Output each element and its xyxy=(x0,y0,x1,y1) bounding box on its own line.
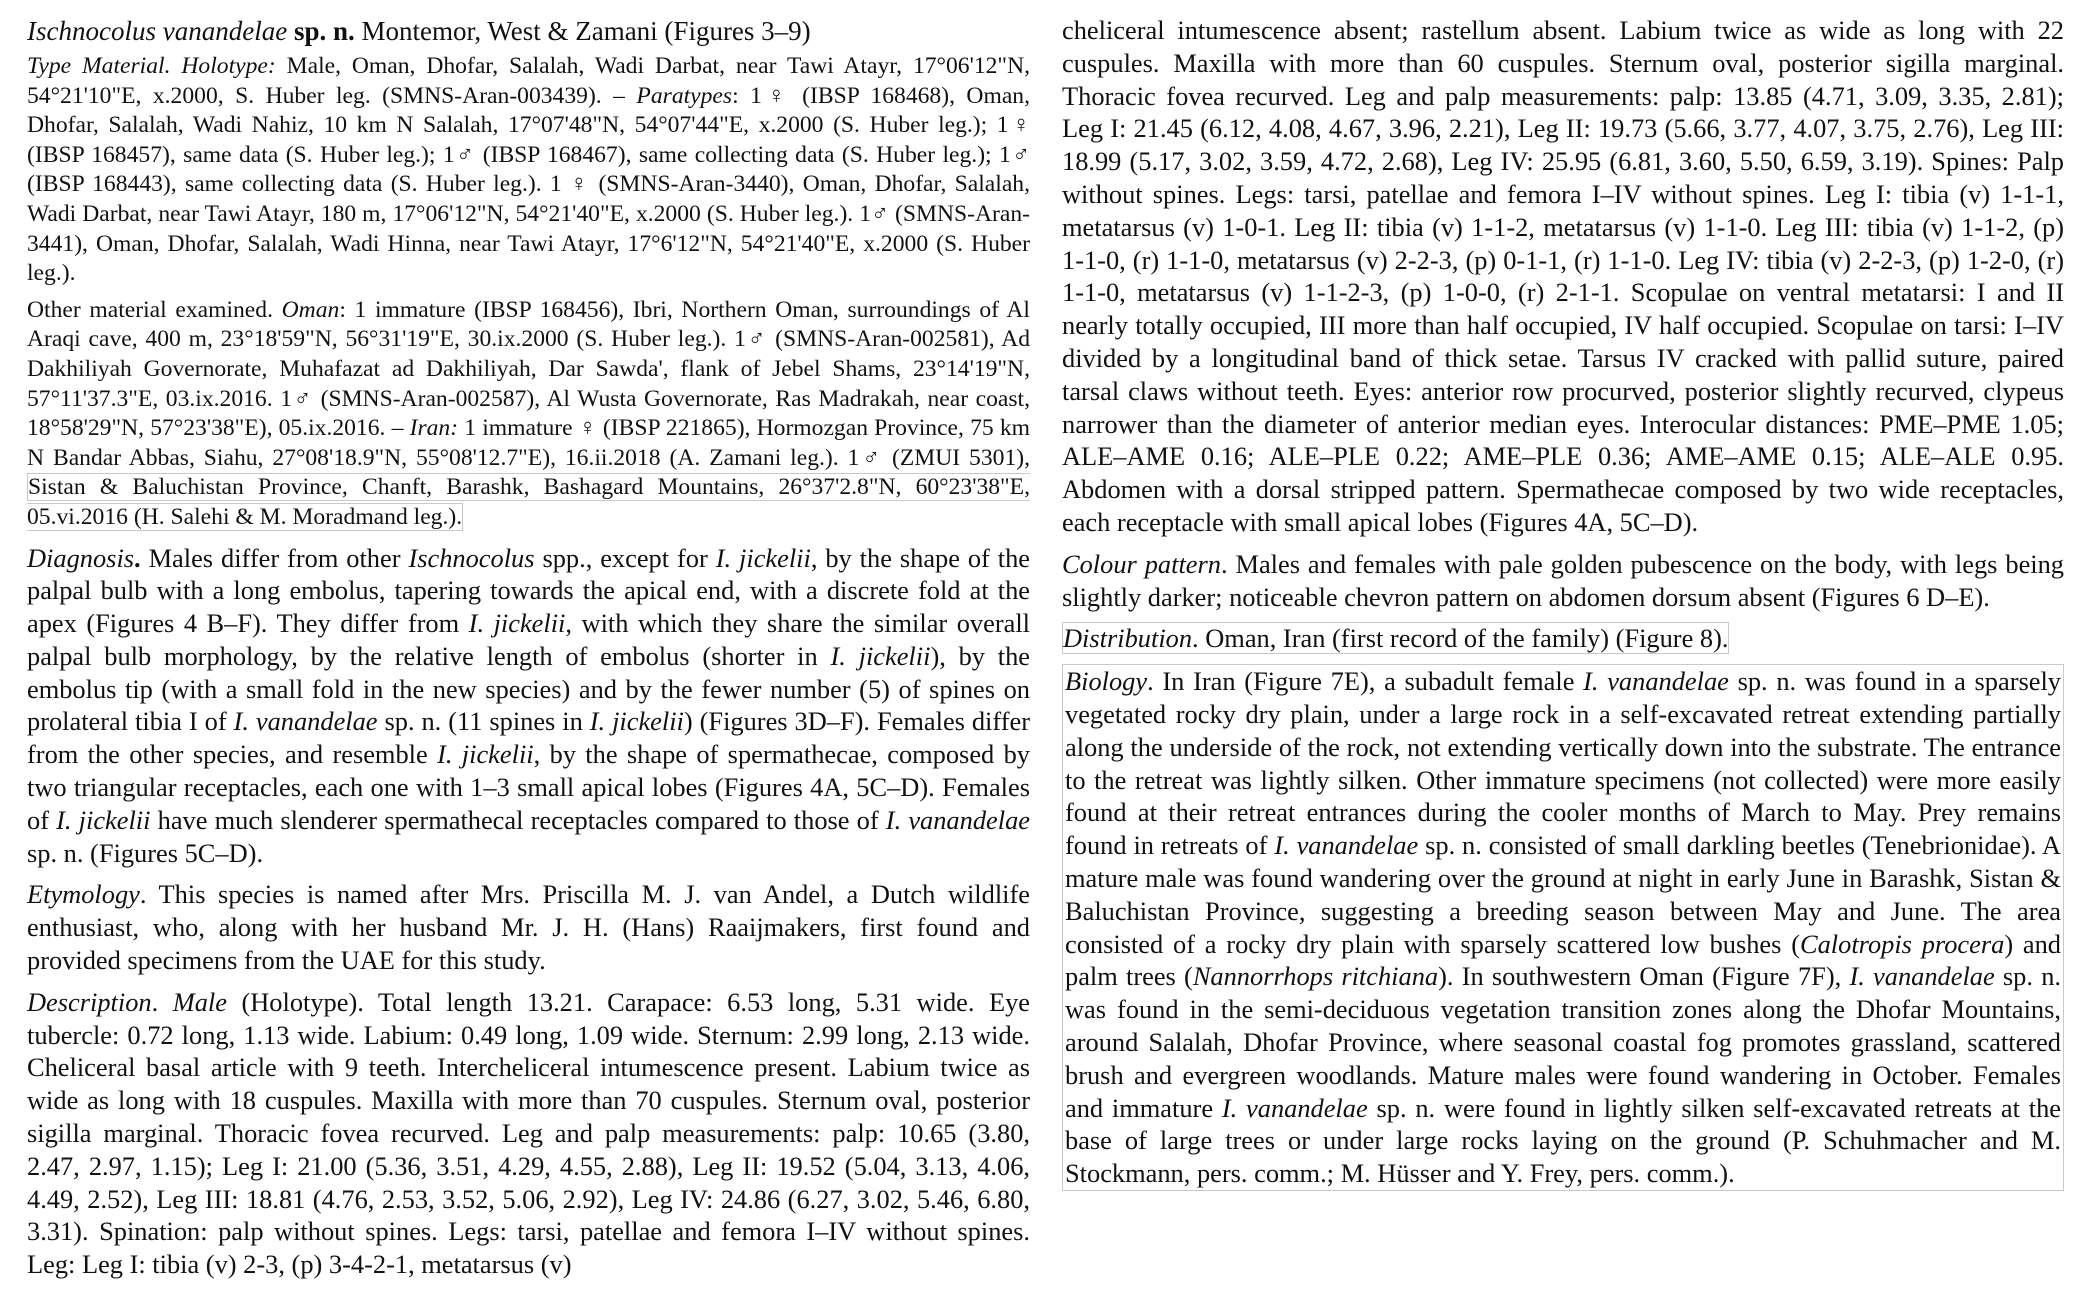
type-material-text: Male, Oman, Dhofar, Salalah, Wadi Darbat, near Tawi Atayr, 17°06'12"N, 54°21'10"E, x.2000, S. Huber leg. (SMNS-Aran-003439). – xyxy=(27,53,1031,109)
description-text: (Holotype). Total length 13.21. Carapace: 6.53 long, 5.31 wide. Eye tubercle: 0.72 long, 1.13 wide. Labium: 0.49 long, 1.09 wide. Sternum: 2.99 long, 2.13 wide. Cheliceral basal article with 9 teeth. Intercheliceral intumescence present. Labium twice as wide as long with 18 cuspules. Maxilla with more than 70 cuspules. Sternum oval, posterior sigilla marginal. Thoracic fovea recurved. Leg and palp measurements: palp: 10.65 (3.80, 2.47, 2.97, 1.15); Leg I: 21.00 (5.36, 3.51, 4.29, 4.55, 2.88), Leg II: 19.52 (5.04, 3.13, 4.06, 4.49, 2.52), Leg III: 18.81 (4.76, 2.53, 3.52, 5.06, 2.92), Leg IV: 24.86 (6.27, 3.02, 5.46, 6.80, 3.31). Spination: palp without spines. Legs: tarsi, patellae and femora I–IV without spines. Leg: Leg I: tibia (v) 2-3, (p) 3-4-2-1, metatarsus (v) xyxy=(27,986,1030,1280)
female-description-text: cheliceral intumescence absent; rastellum absent. Labium twice as wide as long with 22 cuspules. Maxilla with more than 60 cuspules. Sternum oval, posterior sigilla marginal. Thoracic fovea recurved. Leg and palp measurements: palp: 13.85 (4.71, 3.09, 3.35, 2.81); Leg I: 21.45 (6.12, 4.08, 4.67, 3.96, 2.21), Leg II: 19.73 (5.66, 3.77, 4.07, 3.75, 2.76), Leg III: 18.99 (5.17, 3.02, 3.59, 4.72, 2.68), Leg IV: 25.95 (6.81, 3.60, 5.50, 6.59, 3.19). Spines: Palp without spines. Legs: tarsi, patellae and femora I–IV without spines. Leg I: tibia (v) 1-1-1, metatarsus (v) 1-0-1. Leg II: tibia (v) 1-1-2, metatarsus (v) 1-1-0. Leg III: tibia (v) 1-1-2, (p) 1-1-0, (r) 1-1-0, metatarsus (v) 2-2-3, (p) 0-1-1, (r) 1-1-0. Leg IV: tibia (v) 2-2-3, (p) 1-2-0, (r) 1-1-0, metatarsus (v) 1-1-2-3, (p) 1-0-0, (r) 2-1-1. Scopulae on ventral metatarsi: I and II nearly totally occupied, III more than half occupied, IV half occupied. Scopulae on tarsi: I–IV divided by a longitudinal band of thick setae. Tarsus IV cracked with pallid suture, paired tarsal claws without teeth. Eyes: anterior row procurved, posterior slightly recurved, clypeus narrower than the diameter of anterior median eyes. Interocular distances: PME–PME 1.05; ALE–AME 0.16; ALE–PLE 0.22; AME–PLE 0.36; AME–AME 0.15; ALE–ALE 0.95. Abdomen with a dorsal stripped pattern. Spermathecae composed by two wide receptacles, each receptacle with small apical lobes (Figures 4A, 5C–D). xyxy=(1062,15,2064,537)
distribution-paragraph xyxy=(1062,622,2064,655)
genus-name: Ischnocolus xyxy=(408,542,535,573)
biology-paragraph xyxy=(1062,664,2064,1191)
etymology-text: . This species is named after Mrs. Priscilla M. J. van Andel, a Dutch wildlife enthusiast, who, along with her husband Mr. J. H. (Hans) Raaijmakers, first found and provided specimens from the UAE for this study. xyxy=(27,879,1030,976)
diagnosis-text-7: ) (Figures 3D–F). Females differ from the other species, and resemble xyxy=(27,706,1030,770)
highlighted-locality: Sistan & Baluchistan Province, Chanft, Barashk, Bashagard Mountains, 26°37'2.8"N, 60°23'38"E, 05.vi.2016 (H. Salehi & M. Moradmand leg.). xyxy=(27,474,1030,530)
species-vanandelae: I. vanandelae xyxy=(1274,830,1419,861)
biology-text-4: ) and palm trees ( xyxy=(1065,928,2061,992)
distribution-box xyxy=(1062,622,1729,654)
biology-text-2: sp. n. was found in a sparsely vegetated rocky dry plain, under a large rock in a self-excavated retreat extending partially along the underside of the rock, not extending vertically down into the substrate. The entrance to the retreat was lightly silken. Other immature specimens (not collected) were more easily found at their retreat entrances during the cooler months of March to May. Prey remains found in retreats of xyxy=(1065,666,2061,861)
species-vanandelae: I. vanandelae xyxy=(1849,961,1995,992)
plant-calotropis: Calotropis procera xyxy=(1800,928,2005,959)
iran-label: Iran: xyxy=(409,415,459,442)
colour-pattern-label: Colour pattern xyxy=(1062,548,1221,579)
distribution-text: . Oman, Iran (first record of the family) (Figure 8). xyxy=(1192,623,1729,654)
male-label: Male xyxy=(172,986,227,1017)
biology-text-6: sp. n. was found in the semi-deciduous vegetation transition zones along the Dhofar Mountains, around Salalah, Dhofar Province, where seasonal coastal fog promotes grassland, scattered brush and evergreen woodlands. Mature males were found wandering in October. Females and immature xyxy=(1065,961,2061,1123)
left-column xyxy=(27,14,1030,1281)
type-material-label: Type Material xyxy=(27,53,165,79)
species-authors: Montemor, West & Zamani (Figures 3–9) xyxy=(354,16,811,46)
plant-nannorrhops: Nannorrhops ritchiana xyxy=(1192,961,1439,992)
species-name: Ischnocolus vanandelae xyxy=(27,16,288,46)
other-material-label: Other material examined. xyxy=(27,296,273,323)
diagnosis-text-6: sp. n. (11 spines in xyxy=(377,706,590,737)
species-vanandelae: I. vanandelae xyxy=(233,706,378,737)
diagnosis-paragraph: Diagnosis. Males differ from other Ischnocolus spp., except for I. jickelii, by the shape of the palpal bulb with a long embolus, tapering towards the apical end, with a discrete fold at the apex (Figures 4 B–F). They differ from I. jickelii, with which they share the similar overall palpal bulb morphology, by the relative length of embolus (shorter in I. jickelii), by the embolus tip (with a small fold in the new species) and by the fewer number (5) of spines on prolateral tibia I of I. vanandelae sp. n. (11 spines in I. jickelii) (Figures 3D–F). Females differ from the other species, and resemble I. jickelii, by the shape of spermathecae, composed by two triangular receptacles, each one with 1–3 small apical lobes (Figures 4A, 5C–D). Females of I. jickelii have much slenderer spermathecal receptacles compared to those of I. vanandelae sp. n. (Figures 5C–D). xyxy=(27,542,1031,868)
biology-text-1: . In Iran (Figure 7E), a subadult female xyxy=(1147,666,1584,697)
species-vanandelae: I. vanandelae xyxy=(885,804,1030,835)
description-label: Description xyxy=(27,986,152,1017)
species-jickelii: I. jickelii xyxy=(589,706,684,737)
diagnosis-text-3: , by the shape of the palpal bulb with a long embolus, tapering towards the apical end, with a discrete fold at the apex (Figures 4 B–F). They differ from xyxy=(27,542,1031,639)
biology-label: Biology xyxy=(1065,666,1148,697)
species-vanandelae: I. vanandelae xyxy=(1221,1092,1368,1123)
species-vanandelae: I. vanandelae xyxy=(1583,666,1729,697)
diagnosis-text-4: , with which they share the similar overall palpal bulb morphology, by the relative length of embolus (shorter in xyxy=(27,608,1030,671)
other-material-paragraph xyxy=(27,296,1030,533)
other-material-iran-text: 1 immature ♀ (IBSP 221865), Hormozgan Province, 75 km N Bandar Abbas, Siahu, 27°08'18.9"N, 55°08'12.7"E), 16.ii.2018 (A. Zamani leg.). 1♂ (ZMUI 5301), xyxy=(27,415,1030,471)
species-jickelii: I. jickelii xyxy=(830,640,931,671)
paratypes-label: Paratypes xyxy=(636,82,733,109)
oman-label: Oman xyxy=(281,296,340,323)
diagnosis-text-10: sp. n. (Figures 5C–D). xyxy=(27,837,264,868)
etymology-paragraph xyxy=(27,878,1030,976)
diagnosis-text-5: ), by the embolus tip (with a small fold in the new species) and by the fewer number (5) of spines on prolateral tibia I of xyxy=(27,640,1030,737)
holotype-label: Holotype: xyxy=(181,53,276,79)
female-description-paragraph xyxy=(1062,14,2064,539)
biology-text-7: sp. n. were found in lightly silken self-excavated retreats at the base of large trees or under large rocks laying on the ground (P. Schuhmacher and M. Stockmann, pers. comm.; M. Hüsser and Y. Frey, pers. comm.). xyxy=(1065,1092,2061,1189)
biology-text-3: sp. n. consisted of small darkling beetles (Tenebrionidae). A mature male was found wandering over the ground at night in early June in Barashk, Sistan & Baluchistan Province, suggesting a breeding season between May and June. The area consisted of a rocky dry plain with sparsely scattered low bushes ( xyxy=(1065,830,2061,959)
species-heading xyxy=(27,14,1030,48)
species-jickelii: I. jickelii xyxy=(468,608,566,639)
diagnosis-text-1: Males differ from other xyxy=(140,542,409,573)
description-paragraph: Description. Male (Holotype). Total length 13.21. Carapace: 6.53 long, 5.31 wide. Eye tubercle: 0.72 long, 1.13 wide. Labium: 0.49 long, 1.09 wide. Sternum: 2.99 long, 2.13 wide. Cheliceral basal article with 9 teeth. Intercheliceral intumescence present. Labium twice as wide as long with 18 cuspules. Maxilla with more than 70 cuspules. Sternum oval, posterior sigilla marginal. Thoracic fovea recurved. Leg and palp measurements: palp: 10.65 (3.80, 2.47, 2.97, 1.15); Leg I: 21.00 (5.36, 3.51, 4.29, 4.55, 2.88), Leg II: 19.52 (5.04, 3.13, 4.06, 4.49, 2.52), Leg III: 18.81 (4.76, 2.53, 3.52, 5.06, 2.92), Leg IV: 24.86 (6.27, 3.02, 5.46, 6.80, 3.31). Spination: palp without spines. Legs: tarsi, patellae and femora I–IV without spines. Leg: Leg I: tibia (v) 2-3, (p) 3-4-2-1, metatarsus (v) xyxy=(27,986,1030,1280)
diagnosis-label: Diagnosis xyxy=(27,542,135,573)
right-column xyxy=(1062,14,2064,1191)
distribution-label: Distribution xyxy=(1063,623,1193,654)
other-material-oman-text: : 1 immature (IBSP 168456), Ibri, Northern Oman, surroundings of Al Araqi cave, 400 m, 23°18'59"N, 56°31'19"E, 30.ix.2000 (S. Huber leg.). 1♂ (SMNS-Aran-002581), Ad Dakhiliyah Governorate, Muhafazat ad Dakhiliyah, Dar Sawda', flank of Jebel Shams, 23°14'19"N, 57°11'37.3"E, 03.ix.2016. 1♂ (SMNS-Aran-002587), Al Wusta Governorate, Ras Madrakah, near coast, 18°58'29"N, 57°23'38"E), 05.ix.2016. – xyxy=(27,296,1030,442)
species-jickelii: I. jickelii xyxy=(56,804,151,835)
species-status: sp. n. xyxy=(293,16,355,46)
biology-text-5: ). In southwestern Oman (Figure 7F), xyxy=(1438,961,1850,992)
diagnosis-text-8: , by the shape of spermathecae, composed by two triangular receptacles, each one with 1–3 small apical lobes (Figures 4A, 5C–D). Females of xyxy=(27,739,1030,835)
type-material-paragraph: Type Material. Holotype: Male, Oman, Dhofar, Salalah, Wadi Darbat, near Tawi Atayr, 17°06'12"N, 54°21'10"E, x.2000, S. Huber leg. (SMNS-Aran-003439). – Paratypes: 1♀ (IBSP 168468), Oman, Dhofar, Salalah, Wadi Nahiz, 10 km N Salalah, 17°07'48"N, 54°07'44"E, x.2000 (S. Huber leg.); 1♀ (IBSP 168457), same data (S. Huber leg.); 1♂ (IBSP 168467), same collecting data (S. Huber leg.); 1♂ (IBSP 168443), same collecting data (S. Huber leg.). 1 ♀ (SMNS-Aran-3440), Oman, Dhofar, Salalah, Wadi Darbat, near Tawi Atayr, 180 m, 17°06'12"N, 54°21'40"E, x.2000 (S. Huber leg.). 1♂ (SMNS-Aran-3441), Oman, Dhofar, Salalah, Wadi Hinna, near Tawi Atayr, 17°6'12"N, 54°21'40"E, x.2000 (S. Huber leg.). xyxy=(27,53,1031,287)
etymology-label: Etymology xyxy=(27,879,140,910)
colour-pattern-text: . Males and females with pale golden pubescence on the body, with legs being slightly darker; noticeable chevron pattern on abdomen dorsum absent (Figures 6 D–E). xyxy=(1062,548,2065,612)
species-jickelii: I. jickelii xyxy=(715,542,811,573)
colour-pattern-paragraph xyxy=(1062,548,2064,614)
diagnosis-text-9: have much slenderer spermathecal receptacles compared to those of xyxy=(150,804,886,835)
paratypes-text: : 1♀ (IBSP 168468), Oman, Dhofar, Salalah, Wadi Nahiz, 10 km N Salalah, 17°07'48"N, 54°07'44"E, x.2000 (S. Huber leg.); 1♀ (IBSP 168457), same data (S. Huber leg.); 1♂ (IBSP 168467), same collecting data (S. Huber leg.); 1♂ (IBSP 168443), same collecting data (S. Huber leg.). 1 ♀ (SMNS-Aran-3440), Oman, Dhofar, Salalah, Wadi Darbat, near Tawi Atayr, 180 m, 17°06'12"N, 54°21'40"E, x.2000 (S. Huber leg.). 1♂ (SMNS-Aran-3441), Oman, Dhofar, Salalah, Wadi Hinna, near Tawi Atayr, 17°6'12"N, 54°21'40"E, x.2000 (S. Huber leg.). xyxy=(27,82,1030,287)
diagnosis-text-2: spp., except for xyxy=(534,542,716,573)
species-jickelii: I. jickelii xyxy=(437,739,534,770)
